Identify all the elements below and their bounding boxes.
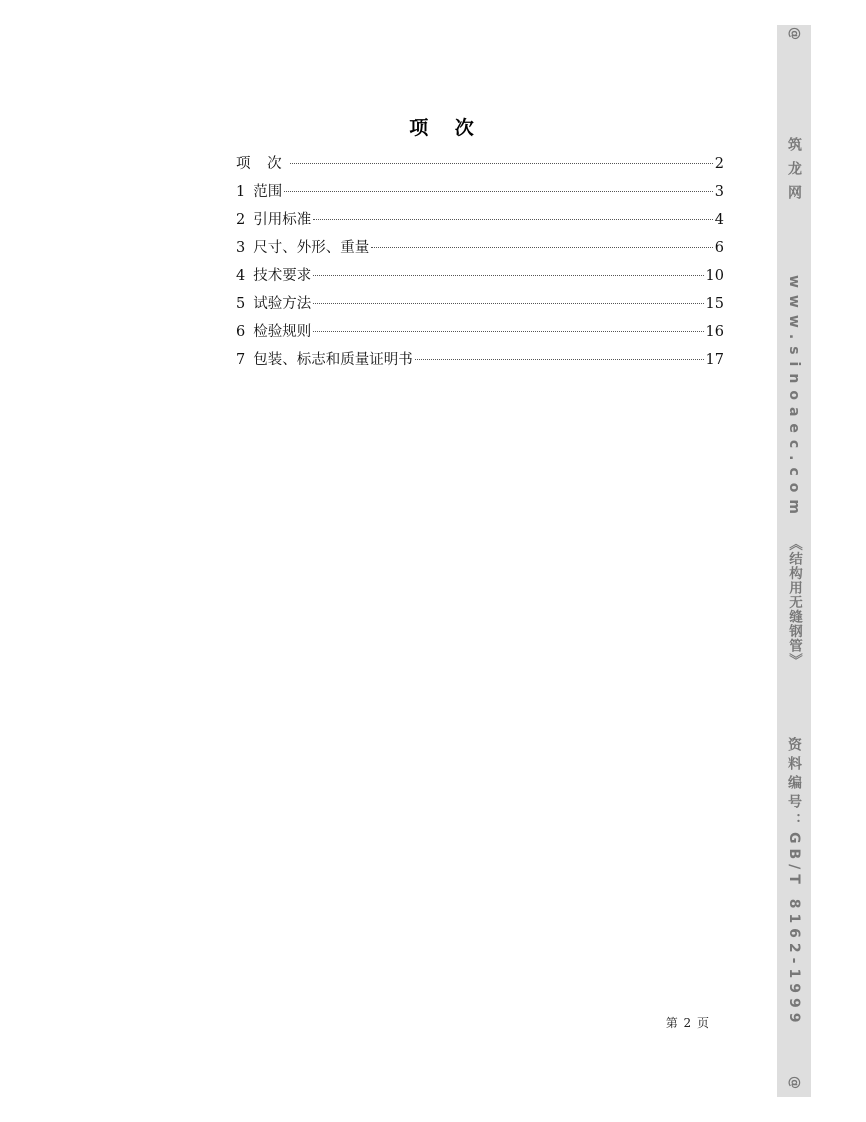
- toc-entry-page: 15: [705, 296, 724, 312]
- toc-leader-dots: [371, 247, 713, 248]
- toc-entry-1[interactable]: [236, 181, 724, 209]
- toc-entry-page: 6: [714, 240, 724, 256]
- page-number-footer: 第 2 页: [665, 1016, 710, 1030]
- toc-entry-4[interactable]: [236, 265, 724, 293]
- toc-entry-text: 技术要求: [253, 268, 312, 284]
- toc-entry-page: 4: [714, 212, 724, 228]
- toc-entry-page: 16: [705, 324, 724, 340]
- toc-entry-text: 尺寸、外形、重量: [253, 240, 370, 256]
- toc-entry-number: 6: [236, 324, 246, 340]
- page-title: 项 次: [409, 117, 484, 139]
- toc-leader-dots: [313, 275, 703, 276]
- toc-entry-number: 4: [236, 268, 246, 284]
- watermark-document-title: 《结构用无缝钢管》: [786, 537, 802, 668]
- toc-entry-number: 1: [236, 184, 246, 200]
- toc-entry-3[interactable]: [236, 237, 724, 265]
- toc-entry-page: 17: [705, 352, 724, 368]
- watermark-at-symbol-bottom: @: [787, 1076, 802, 1089]
- toc-entry-text: 检验规则: [253, 324, 312, 340]
- toc-entry-page: 10: [705, 268, 724, 284]
- watermark-site-name: 筑龙网: [786, 137, 802, 209]
- toc-entry-5[interactable]: [236, 293, 724, 321]
- toc-entry-text: 试验方法: [253, 296, 312, 312]
- toc-entry-page: 3: [714, 184, 724, 200]
- toc-entry-text: 包装、标志和质量证明书: [253, 352, 413, 368]
- toc-entry-7[interactable]: [236, 349, 724, 377]
- toc-leader-dots: [284, 191, 713, 192]
- toc-entry-number: 3: [236, 240, 246, 256]
- toc-entry-text: 项 次: [236, 156, 288, 172]
- toc-entry-2[interactable]: [236, 209, 724, 237]
- toc-leader-dots: [415, 359, 704, 360]
- table-of-contents: [236, 153, 724, 377]
- toc-entry-6[interactable]: [236, 321, 724, 349]
- toc-leader-dots: [313, 331, 703, 332]
- toc-entry-number: 5: [236, 296, 246, 312]
- toc-leader-dots: [313, 219, 713, 220]
- toc-entry-text: 引用标准: [253, 212, 312, 228]
- watermark-document-code: 资料编号：GB/T 8162-1999: [786, 737, 802, 1028]
- watermark-url: www.sinoaec.com: [786, 275, 802, 522]
- toc-leader-dots: [313, 303, 703, 304]
- toc-entry-number: 7: [236, 352, 246, 368]
- toc-leader-dots: [290, 163, 713, 164]
- toc-entry-contents[interactable]: [236, 153, 724, 181]
- toc-entry-page: 2: [714, 156, 724, 172]
- watermark-strip: [777, 25, 811, 1097]
- watermark-at-symbol-top: @: [787, 27, 802, 40]
- toc-entry-number: 2: [236, 212, 246, 228]
- toc-entry-text: 范围: [253, 184, 283, 200]
